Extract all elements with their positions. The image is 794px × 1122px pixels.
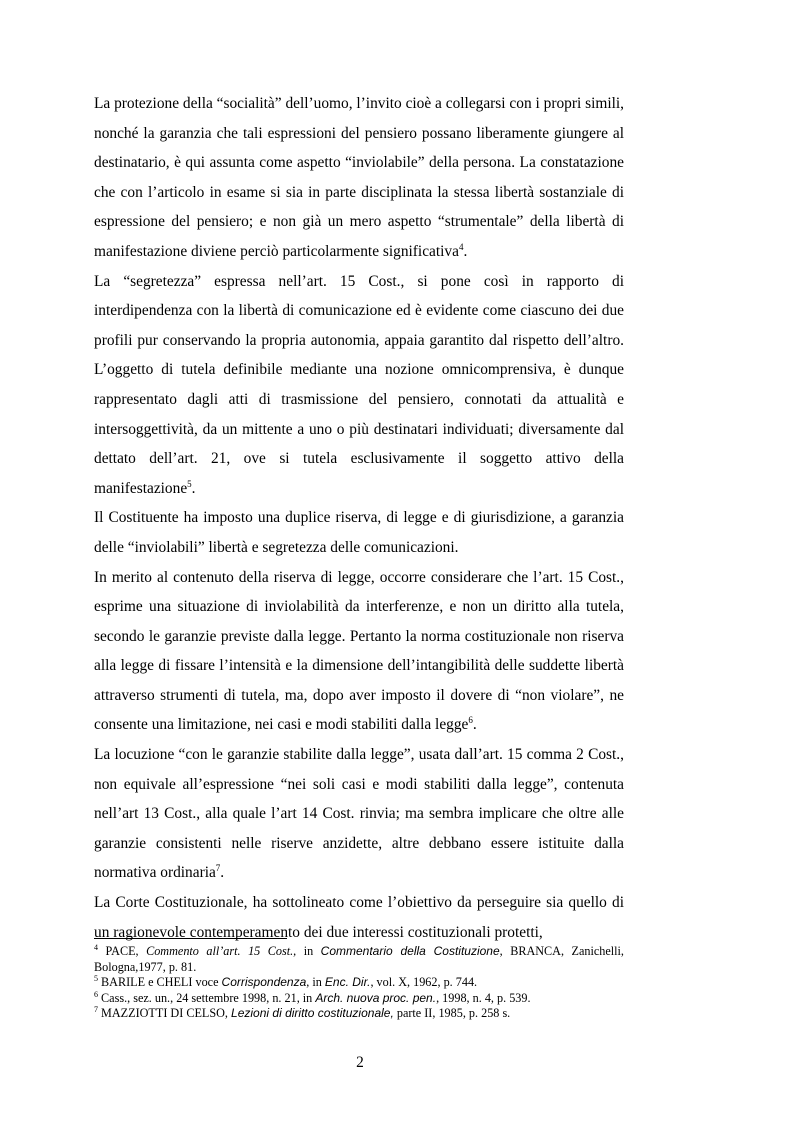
footnote-7: $^7$ MAZZIOTTI DI CELSO, Lezioni di diritto costituzionale, parte II, 1985, p. 258 s. — [94, 1005, 511, 1021]
paragraph-3: Il Costituente ha imposto una duplice riserva, di legge e di giurisdizione, a garanzia delle “inviolabili” libertà e segretezza delle comunicazioni. — [94, 509, 624, 556]
footnote-ref-5[interactable]: 5 — [187, 478, 192, 489]
footnote-4: $^4$ PACE, Commento all’art. 15 Cost., in Commentario della Costituzione, BRANCA, Zanichelli, Bologna,1977, p. 81. — [94, 943, 624, 974]
footnotes — [94, 944, 624, 1022]
body-text — [94, 89, 624, 947]
paragraph-5: La locuzione “con le garanzie stabilite dalla legge”, usata dall’art. 15 comma 2 Cost., non equivale all’espressione “nei soli casi e modi stabiliti dalla legge”, contenuta nell’art 13 Cost., alla quale l’art 14 Cost. rinvia; ma sembra implicare che oltre alle garanzie consistenti nelle riserve anzidette, altre debbano essere istituite dalla normativa ordinaria$^7$. — [94, 746, 624, 882]
paragraph-1: La protezione della “socialità” dell’uomo, l’invito cioè a collegarsi con i propri simili, nonché la garanzia che tali espressioni del pensiero possano liberamente giungere al destinatario, è qui assunta come aspetto “inviolabile” della persona. La constatazione che con l’articolo in esame si sia in parte disciplinata la stessa libertà sostanziale di espressione del pensiero; e non già un mero aspetto “strumentale” della libertà di manifestazione diviene perciò particolarmente significativa$^4$. — [94, 95, 624, 260]
paragraph-6: La Corte Costituzionale, ha sottolineato come l’obiettivo da perseguire sia quello di un ragionevole contemperamento dei due interessi costituzionali protetti, — [94, 894, 624, 941]
footnote-6: $^6$ Cass., sez. un., 24 settembre 1998, n. 21, in Arch. nuova proc. pen., 1998, n. 4, p. 539. — [94, 989, 531, 1005]
footnote-5: $^5$ BARILE e CHELI voce Corrispondenza, in Enc. Dir., vol. X, 1962, p. 744. — [94, 974, 478, 990]
footnote-ref-6[interactable]: 6 — [468, 715, 473, 726]
footnote-separator — [94, 938, 287, 939]
paragraph-2: La “segretezza” espressa nell’art. 15 Cost., si pone così in rapporto di interdipendenza con la libertà di comunicazione ed è evidente come ciascuno dei due profili pur conservando la propria autonomia, appaia garantito dal rispetto dell’altro. L’oggetto di tutela definibile mediante una nozione omnicomprensiva, è dunque rappresentato dagli atti di trasmissione del pensiero, connotati da attualità e intersoggettività, da un mittente a uno o più destinatari individuati; diversamente dal dettato dell’art. 21, ove si tutela esclusivamente il soggetto attivo della manifestazione$^5$. — [94, 272, 624, 497]
footnote-ref-7[interactable]: 7 — [215, 863, 221, 874]
page-number: 2 — [356, 1054, 364, 1071]
footnote-ref-4[interactable]: 4 — [458, 241, 464, 252]
paragraph-4: In merito al contenuto della riserva di legge, occorre considerare che l’art. 15 Cost., esprime una situazione di inviolabilità da interferenze, e non un diritto alla tutela, secondo le garanzie previste dalla legge. Pertanto la norma costituzionale non riserva alla legge di fissare l’intensità e la dimensione dell’intangibilità delle suddette libertà attraverso strumenti di tutela, ma, dopo aver imposto il dovere di “non violare”, ne consente una limitazione, nei casi e modi stabiliti dalla legge$^6$. — [94, 568, 624, 734]
